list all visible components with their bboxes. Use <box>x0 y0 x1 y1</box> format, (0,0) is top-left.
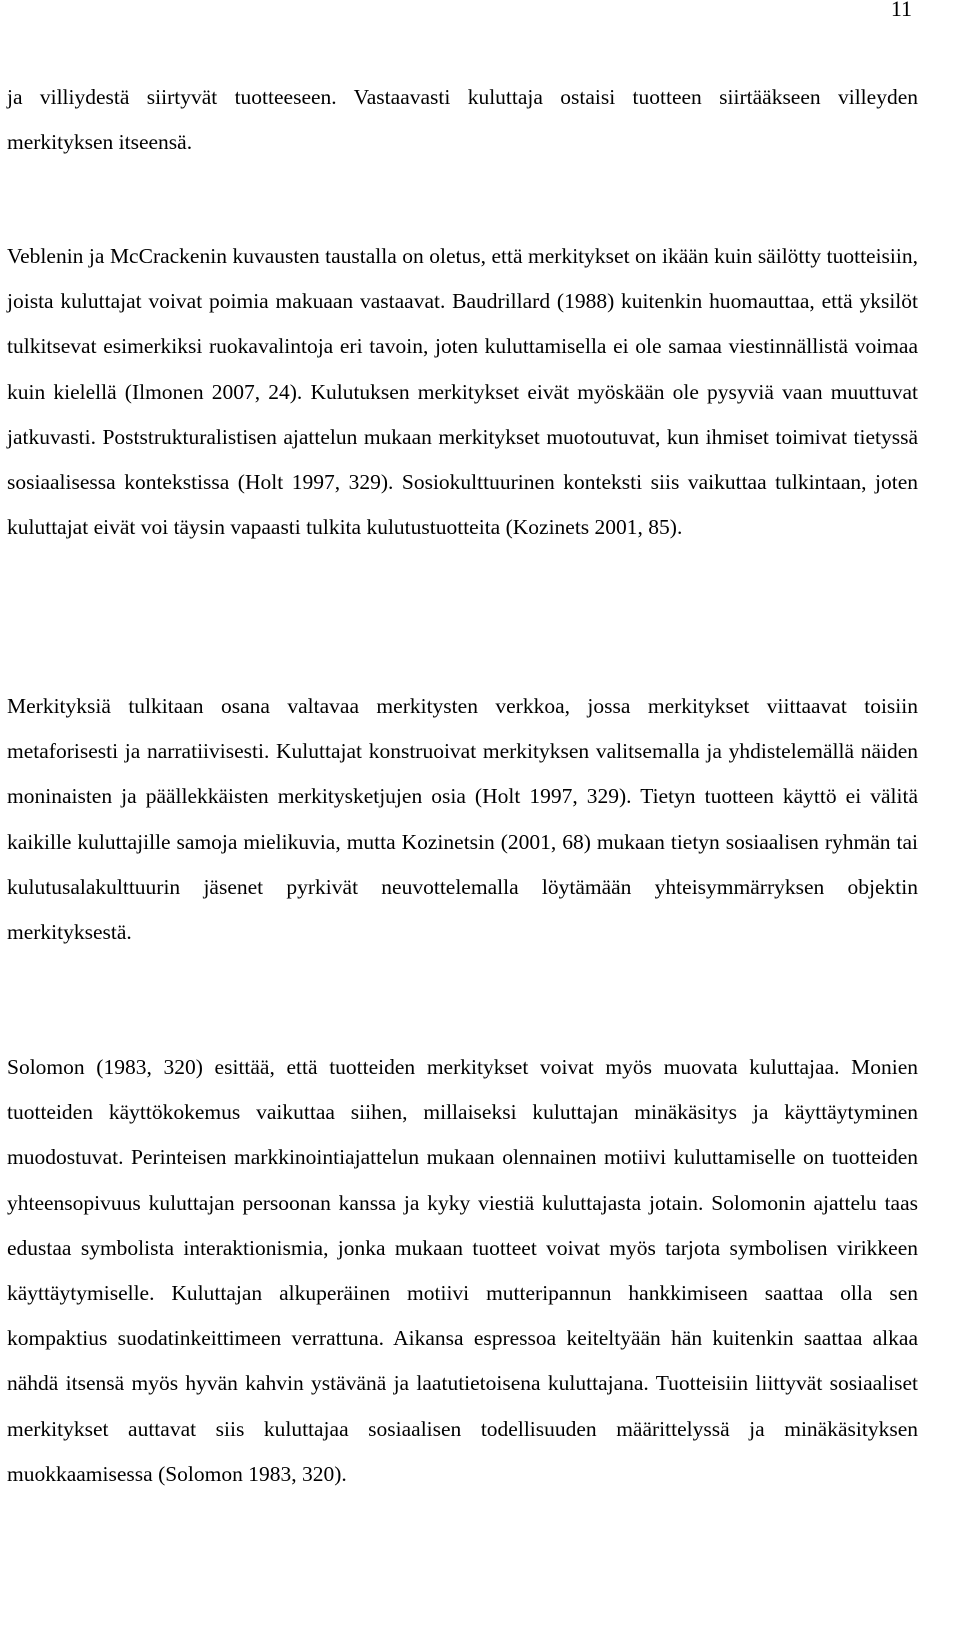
paragraph: ja villiydestä siirtyvät tuotteeseen. Vastaavasti kuluttaja ostaisi tuotteen siirtääkseen villeyden merkityksen itseensä. <box>7 85 918 155</box>
paragraph: Veblenin ja McCrackenin kuvausten taustalla on oletus, että merkitykset on ikään kuin säilötty tuotteisiin, joista kuluttajat voivat poimia makuaan vastaavat. Baudrillard (1988) kuitenkin huomauttaa, että yksilöt tulkitsevat esimerkiksi ruokavalintoja eri tavoin, joten kuluttamisella ei ole samaa viestinnällistä voimaa kuin kielellä (Ilmonen 2007, 24). Kulutuksen merkitykset eivät myöskään ole pysyviä vaan muuttuvat jatkuvasti. Poststrukturalistisen ajattelun mukaan merkitykset muotoutuvat, kun ihmiset toimivat tietyssä sosiaalisessa kontekstissa (Holt 1997, 329). Sosiokulttuurinen konteksti siis vaikuttaa tulkintaan, joten kuluttajat eivät voi täysin vapaasti tulkita kulutustuotteita (Kozinets 2001, 85). <box>7 244 918 540</box>
page-number: 11 <box>890 0 912 21</box>
paragraph: Merkityksiä tulkitaan osana valtavaa merkitysten verkkoa, jossa merkitykset viittaavat toisiin metaforisesti ja narratiivisesti. Kuluttajat konstruoivat merkityksen valitsemalla ja yhdistelemällä näiden moninaisten ja päällekkäisten merkitysketjujen osia (Holt 1997, 329). Tietyn tuotteen käyttö ei välitä kaikille kuluttajille samoja mielikuvia, mutta Kozinetsin (2001, 68) mukaan tietyn sosiaalisen ryhmän tai kulutusalakulttuurin jäsenet pyrkivät neuvottelemalla löytämään yhteisymmärryksen objektin merkityksestä. <box>7 694 918 945</box>
paragraph: Solomon (1983, 320) esittää, että tuotteiden merkitykset voivat myös muovata kuluttajaa. Monien tuotteiden käyttökokemus vaikuttaa siihen, millaiseksi kuluttajan minäkäsitys ja käyttäytyminen muodostuvat. Perinteisen markkinointiajattelun mukaan olennainen motiivi kuluttamiselle on tuotteiden yhteensopivuus kuluttajan persoonan kanssa ja kyky viestiä kuluttajasta jotain. Solomonin ajattelu taas edustaa symbolista interaktionismia, jonka mukaan tuotteet voivat myös tarjota symbolisen virikkeen käyttäytymiselle. Kuluttajan alkuperäinen motiivi mutteripannun hankkimiseen saattaa olla sen kompaktius suodatinkeittimeen verrattuna. Aikansa espressoa keiteltyään hän kuitenkin saattaa alkaa nähdä itsensä myös hyvän kahvin ystävänä ja laatutietoisena kuluttajana. Tuotteisiin liittyvät sosiaaliset merkitykset auttavat siis kuluttajaa sosiaalisen todellisuuden määrittelyssä ja minäkäsityksen muokkaamisessa (Solomon 1983, 320). <box>7 1055 918 1486</box>
